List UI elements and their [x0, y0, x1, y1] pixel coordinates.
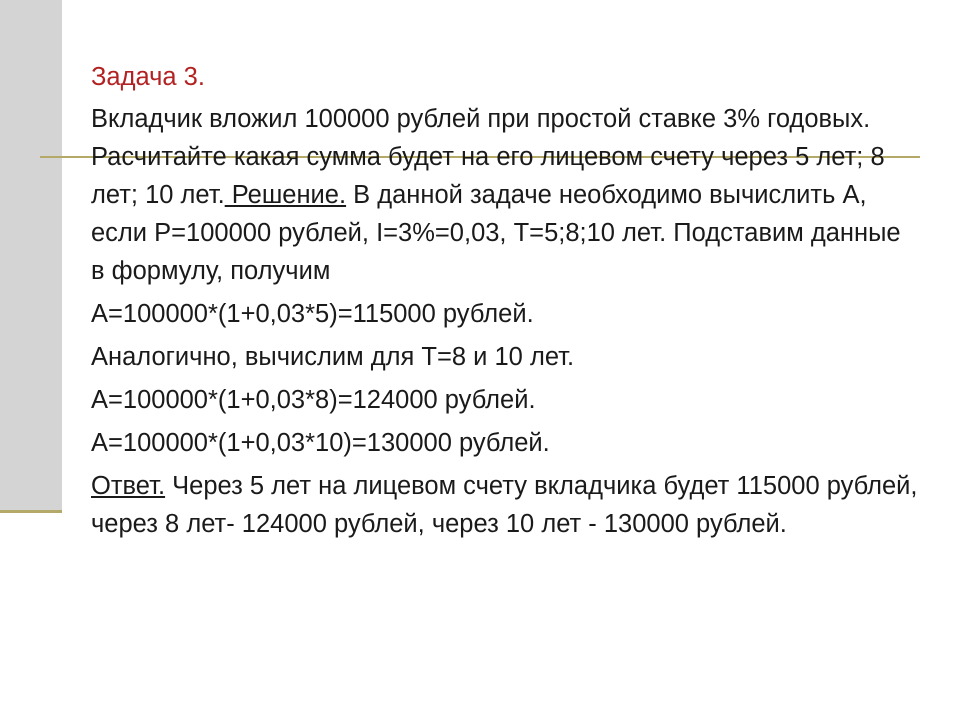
problem-text: Вкладчик вложил 100000 рублей при простой ставке 3% годовых. Расчитайте какая сумма будет на его лицевом счету через 5 лет; 8 лет; 10 лет.: [91, 105, 885, 209]
sidebar-decoration: [0, 0, 62, 512]
analog-text: Аналогично, вычислим для Т=8 и 10 лет.: [91, 343, 575, 371]
slide-title: Задача 3.: [91, 63, 205, 91]
answer-text: Через 5 лет на лицевом счету вкладчика будет 115000 рублей, через 8 лет- 124000 рублей, через 10 лет - 130000 рублей.: [91, 472, 918, 538]
answer-label: Ответ.: [91, 472, 166, 500]
problem-paragraph: [91, 100, 921, 290]
answer-paragraph: [91, 467, 921, 543]
formula-10-years: А=100000*(1+0,03*10)=130000 рублей.: [91, 429, 550, 457]
accent-line-bottom: [0, 510, 62, 513]
slide-content: [91, 58, 921, 548]
formula-8-years: А=100000*(1+0,03*8)=124000 рублей.: [91, 386, 536, 414]
formula-5-years: А=100000*(1+0,03*5)=115000 рублей.: [91, 300, 534, 328]
solution-text: В данной задаче необходимо вычислить А, если Р=100000 рублей, I=3%=0,03, Т=5;8;10 лет. Подставим данные в формулу, получим: [91, 181, 901, 285]
solution-label: Решение.: [224, 181, 347, 209]
